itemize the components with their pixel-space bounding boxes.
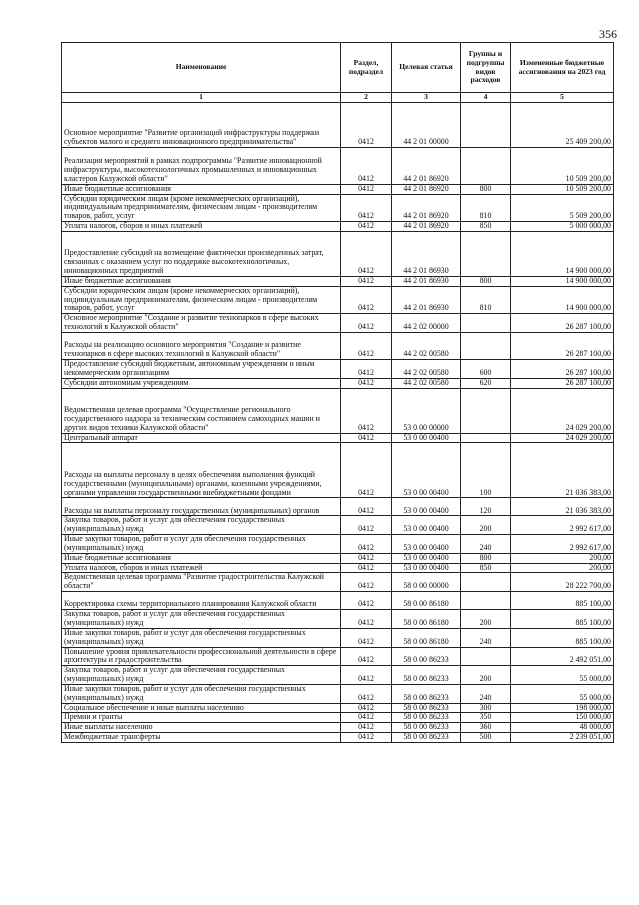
row-name: Расходы на выплаты персоналу в целях обеспечения выполнения функций государственными (муниципальными) органами, казенными учреждениями, органами управления государственными внебюджетными фондами <box>62 443 341 498</box>
row-group: 240 <box>461 628 511 647</box>
row-section: 0412 <box>341 222 392 232</box>
row-amount: 26 287 100,00 <box>511 360 614 379</box>
row-group: 240 <box>461 535 511 554</box>
row-section: 0412 <box>341 610 392 629</box>
row-amount: 198 000,00 <box>511 703 614 713</box>
table-row <box>62 147 614 184</box>
row-section: 0412 <box>341 388 392 433</box>
row-amount: 26 287 100,00 <box>511 378 614 388</box>
row-amount: 2 239 051,00 <box>511 733 614 743</box>
row-amount: 5 000 000,00 <box>511 222 614 232</box>
row-name: Иные закупки товаров, работ и услуг для обеспечения государственных (муниципальных) нужд <box>62 684 341 703</box>
column-number: 5 <box>511 93 614 103</box>
row-section: 0412 <box>341 231 392 276</box>
row-amount: 150 000,00 <box>511 713 614 723</box>
row-name: Расходы на выплаты персоналу государственных (муниципальных) органов <box>62 498 341 516</box>
table-row <box>62 610 614 629</box>
table-row <box>62 684 614 703</box>
row-article: 44 2 01 86920 <box>392 194 461 222</box>
row-group: 350 <box>461 713 511 723</box>
row-group: 600 <box>461 360 511 379</box>
row-section: 0412 <box>341 378 392 388</box>
header-article: Целевая статья <box>392 43 461 93</box>
header-groups: Группы и подгруппы видов расходов <box>461 43 511 93</box>
row-name: Корректировка схемы территориального планирования Калужской области <box>62 592 341 610</box>
row-name: Предоставление субсидий на возмещение фактически произведенных затрат, связанных с оказанием услуг по поддержке высокотехнологичных, инновационных предприятий <box>62 231 341 276</box>
row-name: Предоставление субсидий бюджетным, автономным учреждениям и иным некоммерческим организациям <box>62 360 341 379</box>
table-row <box>62 592 614 610</box>
row-name: Ведомственная целевая программа "Осуществление регионального государственного надзора за техническим состоянием самоходных машин и других видов техники Калужской области" <box>62 388 341 433</box>
row-section: 0412 <box>341 360 392 379</box>
row-section: 0412 <box>341 286 392 314</box>
row-group: 200 <box>461 516 511 535</box>
row-name: Расходы на реализацию основного мероприятия "Создание и развитие технопарков в сфере высоких технологий в Калужской области" <box>62 333 341 360</box>
row-article: 58 0 00 86233 <box>392 684 461 703</box>
row-section: 0412 <box>341 563 392 573</box>
row-amount: 200,00 <box>511 553 614 563</box>
table-row <box>62 498 614 516</box>
row-amount: 10 509 200,00 <box>511 147 614 184</box>
row-amount: 55 000,00 <box>511 666 614 685</box>
row-amount: 26 287 100,00 <box>511 333 614 360</box>
row-group <box>461 333 511 360</box>
row-section: 0412 <box>341 573 392 592</box>
row-article: 58 0 00 86233 <box>392 666 461 685</box>
row-name: Субсидии автономным учреждениям <box>62 378 341 388</box>
row-article: 58 0 00 86233 <box>392 713 461 723</box>
row-name: Закупка товаров, работ и услуг для обеспечения государственных (муниципальных) нужд <box>62 666 341 685</box>
row-article: 44 2 02 00580 <box>392 333 461 360</box>
row-section: 0412 <box>341 314 392 333</box>
row-section: 0412 <box>341 276 392 286</box>
row-name: Закупка товаров, работ и услуг для обеспечения государственных (муниципальных) нужд <box>62 610 341 629</box>
header-amount: Измененные бюджетные ассигнования на 2023 год <box>511 43 614 93</box>
table-row <box>62 573 614 592</box>
row-name: Ведомственная целевая программа "Развитие градостроительства Калужской области" <box>62 573 341 592</box>
row-amount: 48 000,00 <box>511 723 614 733</box>
row-section: 0412 <box>341 553 392 563</box>
row-name: Иные выплаты населению <box>62 723 341 733</box>
row-amount: 10 509 200,00 <box>511 184 614 194</box>
table-body <box>62 102 614 742</box>
row-section: 0412 <box>341 733 392 743</box>
table-row <box>62 286 614 314</box>
row-article: 53 0 00 00000 <box>392 388 461 433</box>
row-group <box>461 147 511 184</box>
table-row <box>62 231 614 276</box>
row-article: 44 2 01 86930 <box>392 231 461 276</box>
table-row <box>62 194 614 222</box>
table-row <box>62 222 614 232</box>
row-amount: 2 992 617,00 <box>511 535 614 554</box>
row-group: 120 <box>461 498 511 516</box>
row-name: Социальное обеспечение и иные выплаты населению <box>62 703 341 713</box>
column-number: 3 <box>392 93 461 103</box>
page-number: 356 <box>599 27 617 41</box>
row-group: 810 <box>461 194 511 222</box>
row-name: Премии и гранты <box>62 713 341 723</box>
row-article: 53 0 00 00400 <box>392 443 461 498</box>
row-name: Иные бюджетные ассигнования <box>62 276 341 286</box>
row-article: 58 0 00 86180 <box>392 610 461 629</box>
row-article: 58 0 00 86180 <box>392 628 461 647</box>
row-group: 240 <box>461 684 511 703</box>
header-name: Наименование <box>62 43 341 93</box>
row-section: 0412 <box>341 592 392 610</box>
row-section: 0412 <box>341 443 392 498</box>
row-group: 200 <box>461 610 511 629</box>
row-section: 0412 <box>341 102 392 147</box>
row-article: 58 0 00 86233 <box>392 647 461 666</box>
row-group: 800 <box>461 276 511 286</box>
row-group <box>461 314 511 333</box>
row-section: 0412 <box>341 713 392 723</box>
row-amount: 14 900 000,00 <box>511 231 614 276</box>
table-row <box>62 553 614 563</box>
row-name: Иные бюджетные ассигнования <box>62 553 341 563</box>
row-amount: 885 100,00 <box>511 610 614 629</box>
row-article: 44 2 02 00580 <box>392 378 461 388</box>
row-article: 44 2 01 86930 <box>392 286 461 314</box>
row-name: Субсидии юридическим лицам (кроме некоммерческих организаций), индивидуальным предпринимателям, физическим лицам - производителям товаров, работ, услуг <box>62 286 341 314</box>
row-section: 0412 <box>341 535 392 554</box>
row-article: 58 0 00 86233 <box>392 703 461 713</box>
row-name: Центральный аппарат <box>62 433 341 443</box>
row-amount: 28 222 700,00 <box>511 573 614 592</box>
row-section: 0412 <box>341 147 392 184</box>
row-article: 44 2 01 86920 <box>392 184 461 194</box>
row-group <box>461 592 511 610</box>
row-section: 0412 <box>341 628 392 647</box>
row-name: Уплата налогов, сборов и иных платежей <box>62 222 341 232</box>
row-name: Основное мероприятие "Развитие организаций инфраструктуры поддержки субъектов малого и среднего инновационного предпринимательства" <box>62 102 341 147</box>
table-row <box>62 314 614 333</box>
table-row <box>62 333 614 360</box>
table-row <box>62 360 614 379</box>
table-row <box>62 276 614 286</box>
row-name: Субсидии юридическим лицам (кроме некоммерческих организаций), индивидуальным предпринимателям, физическим лицам - производителям товаров, работ, услуг <box>62 194 341 222</box>
row-group <box>461 388 511 433</box>
row-name: Закупка товаров, работ и услуг для обеспечения государственных (муниципальных) нужд <box>62 516 341 535</box>
row-article: 44 2 02 00000 <box>392 314 461 333</box>
row-amount: 885 100,00 <box>511 628 614 647</box>
table-row <box>62 647 614 666</box>
row-article: 53 0 00 00400 <box>392 535 461 554</box>
row-name: Межбюджетные трансферты <box>62 733 341 743</box>
row-section: 0412 <box>341 703 392 713</box>
row-group <box>461 433 511 443</box>
table-row <box>62 184 614 194</box>
row-article: 44 2 02 00580 <box>392 360 461 379</box>
column-number-row <box>62 93 614 103</box>
row-article: 53 0 00 00400 <box>392 553 461 563</box>
table-row <box>62 703 614 713</box>
row-article: 44 2 01 00000 <box>392 102 461 147</box>
row-name: Повышение уровня привлекательности профессиональной деятельности в сфере архитектуры и градостроительства <box>62 647 341 666</box>
row-amount: 25 409 200,00 <box>511 102 614 147</box>
table-row <box>62 433 614 443</box>
row-group <box>461 102 511 147</box>
row-name: Основное мероприятие "Создание и развитие технопарков в сфере высоких технологий в Калужской области" <box>62 314 341 333</box>
table-row <box>62 516 614 535</box>
row-amount: 885 100,00 <box>511 592 614 610</box>
row-group: 200 <box>461 666 511 685</box>
row-group: 800 <box>461 553 511 563</box>
row-group: 850 <box>461 222 511 232</box>
row-article: 53 0 00 00400 <box>392 516 461 535</box>
row-amount: 24 029 200,00 <box>511 388 614 433</box>
table-row <box>62 733 614 743</box>
column-number: 2 <box>341 93 392 103</box>
row-section: 0412 <box>341 684 392 703</box>
column-number: 4 <box>461 93 511 103</box>
header-row <box>62 43 614 93</box>
row-section: 0412 <box>341 647 392 666</box>
row-group: 620 <box>461 378 511 388</box>
row-group: 100 <box>461 443 511 498</box>
table-row <box>62 535 614 554</box>
row-amount: 14 900 000,00 <box>511 286 614 314</box>
row-amount: 26 287 100,00 <box>511 314 614 333</box>
row-article: 58 0 00 86180 <box>392 592 461 610</box>
row-name: Иные закупки товаров, работ и услуг для обеспечения государственных (муниципальных) нужд <box>62 628 341 647</box>
row-group: 500 <box>461 733 511 743</box>
column-number: 1 <box>62 93 341 103</box>
row-group <box>461 231 511 276</box>
header-section: Раздел, подраздел <box>341 43 392 93</box>
row-section: 0412 <box>341 498 392 516</box>
row-amount: 2 492 051,00 <box>511 647 614 666</box>
row-article: 53 0 00 00400 <box>392 433 461 443</box>
row-article: 58 0 00 86233 <box>392 733 461 743</box>
row-section: 0412 <box>341 194 392 222</box>
row-amount: 21 036 383,00 <box>511 498 614 516</box>
row-article: 53 0 00 00400 <box>392 498 461 516</box>
row-group: 360 <box>461 723 511 733</box>
table-row <box>62 388 614 433</box>
row-amount: 14 900 000,00 <box>511 276 614 286</box>
row-section: 0412 <box>341 723 392 733</box>
row-name: Иные бюджетные ассигнования <box>62 184 341 194</box>
row-amount: 21 036 383,00 <box>511 443 614 498</box>
table-row <box>62 666 614 685</box>
row-article: 44 2 01 86930 <box>392 276 461 286</box>
row-section: 0412 <box>341 333 392 360</box>
row-group <box>461 647 511 666</box>
row-amount: 24 029 200,00 <box>511 433 614 443</box>
row-section: 0412 <box>341 666 392 685</box>
table-row <box>62 628 614 647</box>
row-amount: 5 509 200,00 <box>511 194 614 222</box>
row-name: Уплата налогов, сборов и иных платежей <box>62 563 341 573</box>
table-row <box>62 378 614 388</box>
table-row <box>62 443 614 498</box>
row-article: 44 2 01 86920 <box>392 222 461 232</box>
row-name: Иные закупки товаров, работ и услуг для обеспечения государственных (муниципальных) нужд <box>62 535 341 554</box>
row-group: 800 <box>461 184 511 194</box>
row-section: 0412 <box>341 184 392 194</box>
row-amount: 200,00 <box>511 563 614 573</box>
row-amount: 55 000,00 <box>511 684 614 703</box>
row-group: 300 <box>461 703 511 713</box>
row-group: 810 <box>461 286 511 314</box>
row-group: 850 <box>461 563 511 573</box>
budget-table <box>61 42 614 743</box>
row-section: 0412 <box>341 433 392 443</box>
row-article: 53 0 00 00400 <box>392 563 461 573</box>
row-article: 58 0 00 00000 <box>392 573 461 592</box>
row-section: 0412 <box>341 516 392 535</box>
row-amount: 2 992 617,00 <box>511 516 614 535</box>
row-name: Реализация мероприятий в рамках подпрограммы "Развитие инновационной инфраструктуры, высокотехнологичных промышленных и инновационных кластеров Калужской области" <box>62 147 341 184</box>
table-row <box>62 102 614 147</box>
row-article: 58 0 00 86233 <box>392 723 461 733</box>
row-group <box>461 573 511 592</box>
row-article: 44 2 01 86920 <box>392 147 461 184</box>
